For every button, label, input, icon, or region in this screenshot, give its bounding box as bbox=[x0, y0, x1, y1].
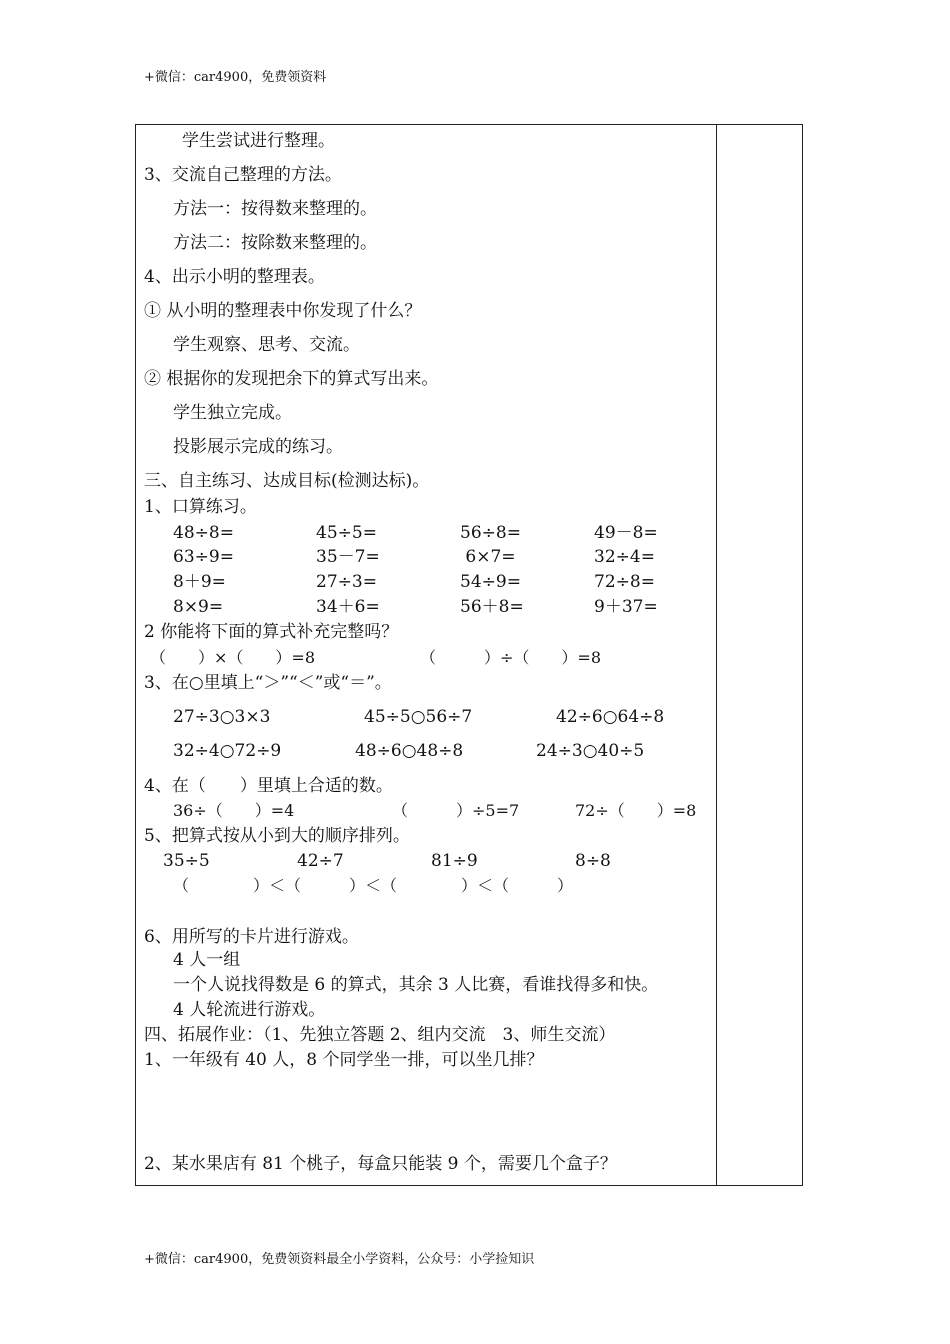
oral-item: 9＋37= bbox=[594, 597, 658, 617]
fill-item: 72÷（ ）=8 bbox=[575, 801, 697, 820]
oral-item: 54÷9= bbox=[460, 572, 521, 592]
exercise-6-title: 6、用所写的卡片进行游戏。 bbox=[144, 927, 359, 947]
compare-item: 27÷3○3×3 bbox=[173, 707, 271, 727]
page-footer-watermark: +微信：car4900，免费领资料最全小学资料，公众号：小学捡知识 bbox=[144, 1252, 535, 1267]
oral-item: 45÷5= bbox=[316, 523, 377, 543]
compare-item: 24÷3○40÷5 bbox=[536, 741, 645, 761]
oral-item: 27÷3= bbox=[316, 572, 377, 592]
line-group: 4 人一组 bbox=[173, 950, 241, 970]
line-question-2: ② 根据你的发现把余下的算式写出来。 bbox=[144, 369, 439, 389]
complete-item: （ ）÷（ ）=8 bbox=[420, 648, 601, 667]
oral-item: 8×9= bbox=[173, 597, 224, 617]
exercise-2-title: 2 你能将下面的算式补充完整吗？ bbox=[144, 622, 399, 642]
oral-item: 48÷8= bbox=[173, 523, 234, 543]
line-independent: 学生独立完成。 bbox=[173, 403, 292, 423]
oral-item: 34＋6= bbox=[316, 597, 380, 617]
line-take-turns: 4 人轮流进行游戏。 bbox=[173, 1000, 326, 1020]
fill-item: 36÷（ ）=4 bbox=[173, 801, 295, 820]
page-header-watermark: +微信：car4900，免费领资料 bbox=[144, 70, 327, 85]
homework-question-1: 1、一年级有 40 人，8 个同学坐一排，可以坐几排？ bbox=[144, 1050, 544, 1070]
line-projection: 投影展示完成的练习。 bbox=[173, 437, 343, 457]
oral-item: 56÷8= bbox=[460, 523, 521, 543]
compare-item: 42÷6○64÷8 bbox=[556, 707, 665, 727]
exercise-3-title: 3、在○里填上“＞”“＜”或“＝”。 bbox=[144, 673, 392, 693]
oral-item: 8＋9= bbox=[173, 572, 226, 592]
order-blanks: （ ）＜（ ）＜（ ）＜（ ） bbox=[173, 876, 574, 895]
order-item: 81÷9 bbox=[431, 851, 478, 871]
fill-item: （ ）÷5=7 bbox=[392, 801, 520, 820]
oral-item: 63÷9= bbox=[173, 547, 234, 567]
line-observe: 学生观察、思考、交流。 bbox=[173, 335, 360, 355]
order-item: 8÷8 bbox=[575, 851, 611, 871]
line-method-2: 方法二：按除数来整理的。 bbox=[173, 233, 377, 253]
oral-item: 49－8= bbox=[594, 523, 658, 543]
line-method-1: 方法一：按得数来整理的。 bbox=[173, 199, 377, 219]
order-item: 42÷7 bbox=[297, 851, 344, 871]
exercise-4-title: 4、在（ ）里填上合适的数。 bbox=[144, 776, 393, 796]
oral-item: 6×7= bbox=[460, 547, 516, 567]
compare-item: 45÷5○56÷7 bbox=[364, 707, 473, 727]
homework-question-2: 2、某水果店有 81 个桃子，每盒只能装 9 个，需要几个盒子？ bbox=[144, 1154, 617, 1174]
line-step-4: 4、出示小明的整理表。 bbox=[144, 267, 325, 287]
line-step-3: 3、交流自己整理的方法。 bbox=[144, 165, 342, 185]
exercise-1-title: 1、口算练习。 bbox=[144, 497, 257, 517]
oral-item: 56＋8= bbox=[460, 597, 524, 617]
line-student-try: 学生尝试进行整理。 bbox=[182, 131, 335, 151]
table-column-divider bbox=[716, 124, 717, 1186]
oral-item: 35－7= bbox=[316, 547, 380, 567]
section-3-title: 三、自主练习、达成目标(检测达标)。 bbox=[144, 471, 430, 491]
compare-item: 48÷6○48÷8 bbox=[355, 741, 464, 761]
oral-item: 32÷4= bbox=[594, 547, 655, 567]
compare-item: 32÷4○72÷9 bbox=[173, 741, 282, 761]
order-item: 35÷5 bbox=[163, 851, 210, 871]
complete-item: （ ）×（ ）=8 bbox=[150, 648, 315, 667]
exercise-5-title: 5、把算式按从小到大的顺序排列。 bbox=[144, 826, 410, 846]
oral-item: 72÷8= bbox=[594, 572, 655, 592]
line-game-rule: 一个人说找得数是 6 的算式，其余 3 人比赛，看谁找得多和快。 bbox=[173, 975, 659, 995]
section-4-title: 四、拓展作业：（1、先独立答题 2、组内交流 3、师生交流） bbox=[144, 1025, 616, 1045]
line-question-1: ① 从小明的整理表中你发现了什么？ bbox=[144, 301, 422, 321]
